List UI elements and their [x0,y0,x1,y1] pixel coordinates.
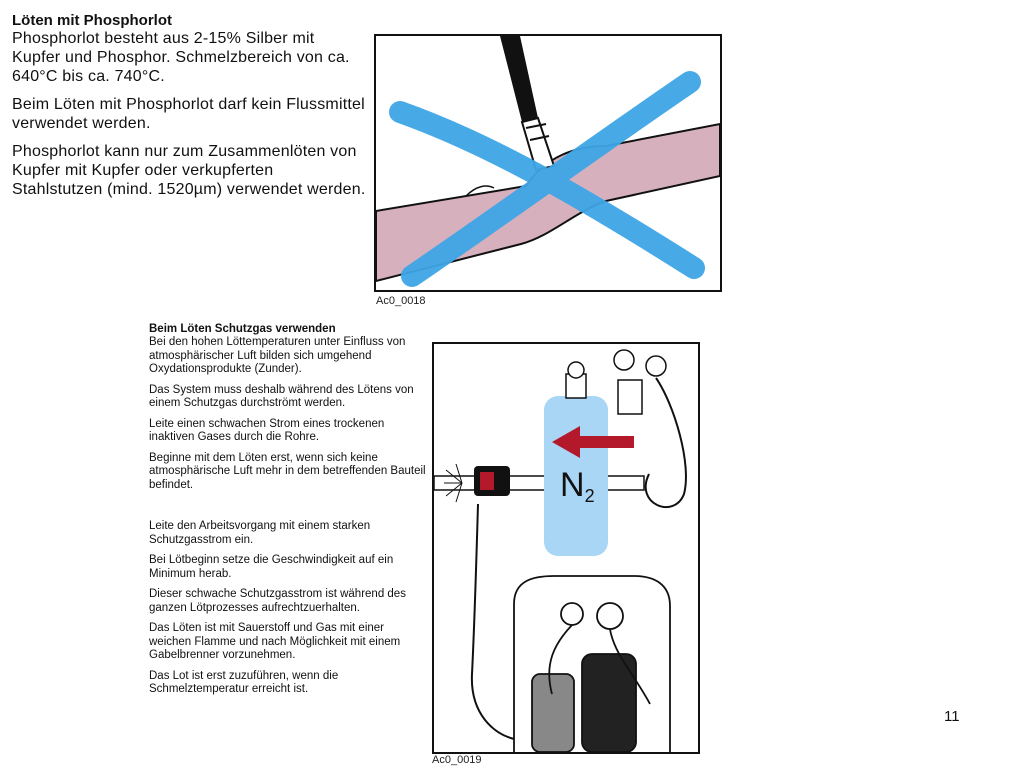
section1-paragraph-2: Beim Löten mit Phosphorlot darf kein Flussmittel verwendet werden. [12,96,365,132]
section2-paragraph-8: Das Löten ist mit Sauerstoff und Gas mit einer weichen Flamme und nach Möglichkeit mit einem Gabelbrenner vorzunehmen. [149,622,401,661]
section2-paragraph-7: Dieser schwache Schutzgasstrom ist während des ganzen Lötprozesses aufrechtzuerhalten. [149,588,406,614]
section1-paragraph-3: Phosphorlot kann nur zum Zusammenlöten von Kupfer mit Kupfer oder verkupferten Stahlstutzen (mind. 1520µm) verwendet werden. [12,143,366,198]
gas-trolley-icon [514,576,670,752]
section2-paragraph-5: Leite den Arbeitsvorgang mit einem starken Schutzgasstrom ein. [149,520,371,546]
section2-text [149,323,429,704]
cylinder-label-sub: 2 [584,486,595,506]
section1-paragraph-1: Phosphorlot besteht aus 2-15% Silber mit Kupfer und Phosphor. Schmelzbereich von ca. 640°C bis ca. 740°C. [12,30,350,85]
gas-hose [646,378,686,507]
section2-paragraph-1: Bei den hohen Löttemperaturen unter Einfluss von atmosphärischer Luft bilden sich umgehend Oxydationsprodukte (Zunder). [149,336,406,375]
section2-paragraph-2: Das System muss deshalb während des Lötens von einem Schutzgas durchströmt werden. [149,383,414,409]
figure1-caption: Ac0_0018 [376,295,426,307]
figure-nitrogen-setup [432,342,700,754]
section1-text [12,12,367,208]
section2-paragraph-6: Bei Lötbeginn setze die Geschwindigkeit auf ein Minimum herab. [149,554,394,580]
section1-title: Löten mit Phosphorlot [12,12,172,29]
page-number: 11 [944,708,960,725]
cylinder-label-n: N [560,466,585,504]
valve-fitting-icon [474,466,510,496]
spark-icon [444,464,462,502]
figure2-caption: Ac0_0019 [432,754,482,766]
section2-title: Beim Löten Schutzgas verwenden [149,323,336,335]
figure-crossed-soldering [374,34,722,292]
section2-paragraph-9: Das Lot ist erst zuzuführen, wenn die Schmelztemperatur erreicht ist. [149,669,339,695]
nitrogen-cylinder-icon [544,362,608,556]
pipe-line [434,476,644,490]
section2-paragraph-3: Leite einen schwachen Strom eines trockenen inaktiven Gases durch die Rohre. [149,417,385,443]
section2-paragraph-4: Beginne mit dem Löten erst, wenn sich keine atmosphärische Luft mehr in dem betreffenden Bauteil befindet. [149,451,426,491]
